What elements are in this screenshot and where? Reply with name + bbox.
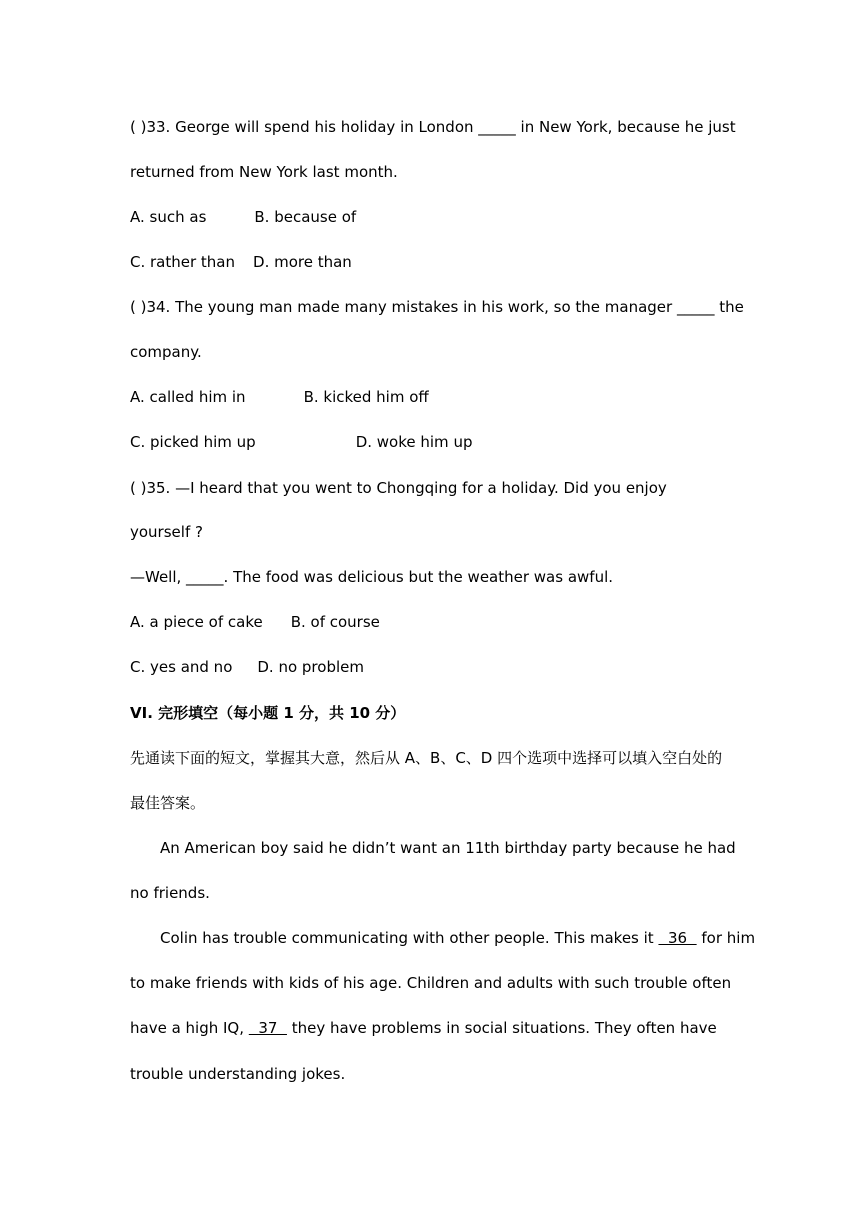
q33-option-b: B. because of	[254, 208, 357, 226]
passage-p2-line3	[130, 1018, 735, 1038]
q35-stem-line1: ( )35. —I heard that you went to Chongqing for a holiday. Did you enjoy	[130, 479, 667, 497]
q33-stem-line1: ( )33. George will spend his holiday in London _____ in New York, because he just	[130, 118, 736, 136]
blank-36: 36	[658, 929, 697, 947]
q33-stem-line2: returned from New York last month.	[130, 163, 398, 181]
q34-stem-line1: ( )34. The young man made many mistakes in his work, so the manager _____ the	[130, 298, 744, 316]
q33-option-a: A. such as	[130, 208, 207, 226]
blank-37: 37	[248, 1019, 287, 1037]
passage-text: Colin has trouble communicating with other people. This makes it	[160, 929, 659, 947]
section-heading: VI. 完形填空（每小题 1 分，共 10 分）	[130, 704, 406, 722]
section-instructions-line1: 先通读下面的短文，掌握其大意，然后从 A、B、C、D 四个选项中选择可以填入空白处的	[130, 749, 723, 767]
q35-option-a: A. a piece of cake	[130, 613, 263, 631]
q35-option-c: C. yes and no	[130, 658, 233, 676]
q33-option-c: C. rather than	[130, 253, 236, 271]
q35-stem-line2: yourself ?	[130, 523, 203, 541]
passage-text: have a high IQ,	[130, 1019, 249, 1037]
passage-p1-line1: An American boy said he didn’t want an 11th birthday party because he had	[160, 839, 736, 857]
q34-option-d: D. woke him up	[355, 433, 473, 451]
passage-p2-line1	[160, 928, 756, 948]
passage-p2-line2: to make friends with kids of his age. Children and adults with such trouble often	[130, 974, 732, 992]
q34-option-a: A. called him in	[130, 388, 246, 406]
q34-stem-line2: company.	[130, 343, 202, 361]
q33-option-d: D. more than	[253, 253, 352, 271]
q33-options-ab	[130, 207, 735, 227]
passage-p1-line2: no friends.	[130, 884, 210, 902]
q34-options-ab	[130, 387, 735, 407]
q33-options-cd	[130, 252, 735, 272]
q34-option-c: C. picked him up	[130, 433, 256, 451]
section-instructions-line2: 最佳答案。	[130, 794, 206, 812]
q35-option-d: D. no problem	[257, 658, 364, 676]
q34-option-b: B. kicked him off	[303, 388, 429, 406]
passage-p2-line4: trouble understanding jokes.	[130, 1065, 346, 1083]
q35-option-b: B. of course	[290, 613, 380, 631]
passage-text: they have problems in social situations. They often have	[286, 1019, 717, 1037]
q35-options-ab	[130, 612, 735, 632]
q34-options-cd	[130, 432, 735, 452]
passage-text: for him	[696, 929, 756, 947]
q35-reply: —Well, _____. The food was delicious but the weather was awful.	[130, 568, 614, 586]
q35-options-cd	[130, 657, 735, 677]
